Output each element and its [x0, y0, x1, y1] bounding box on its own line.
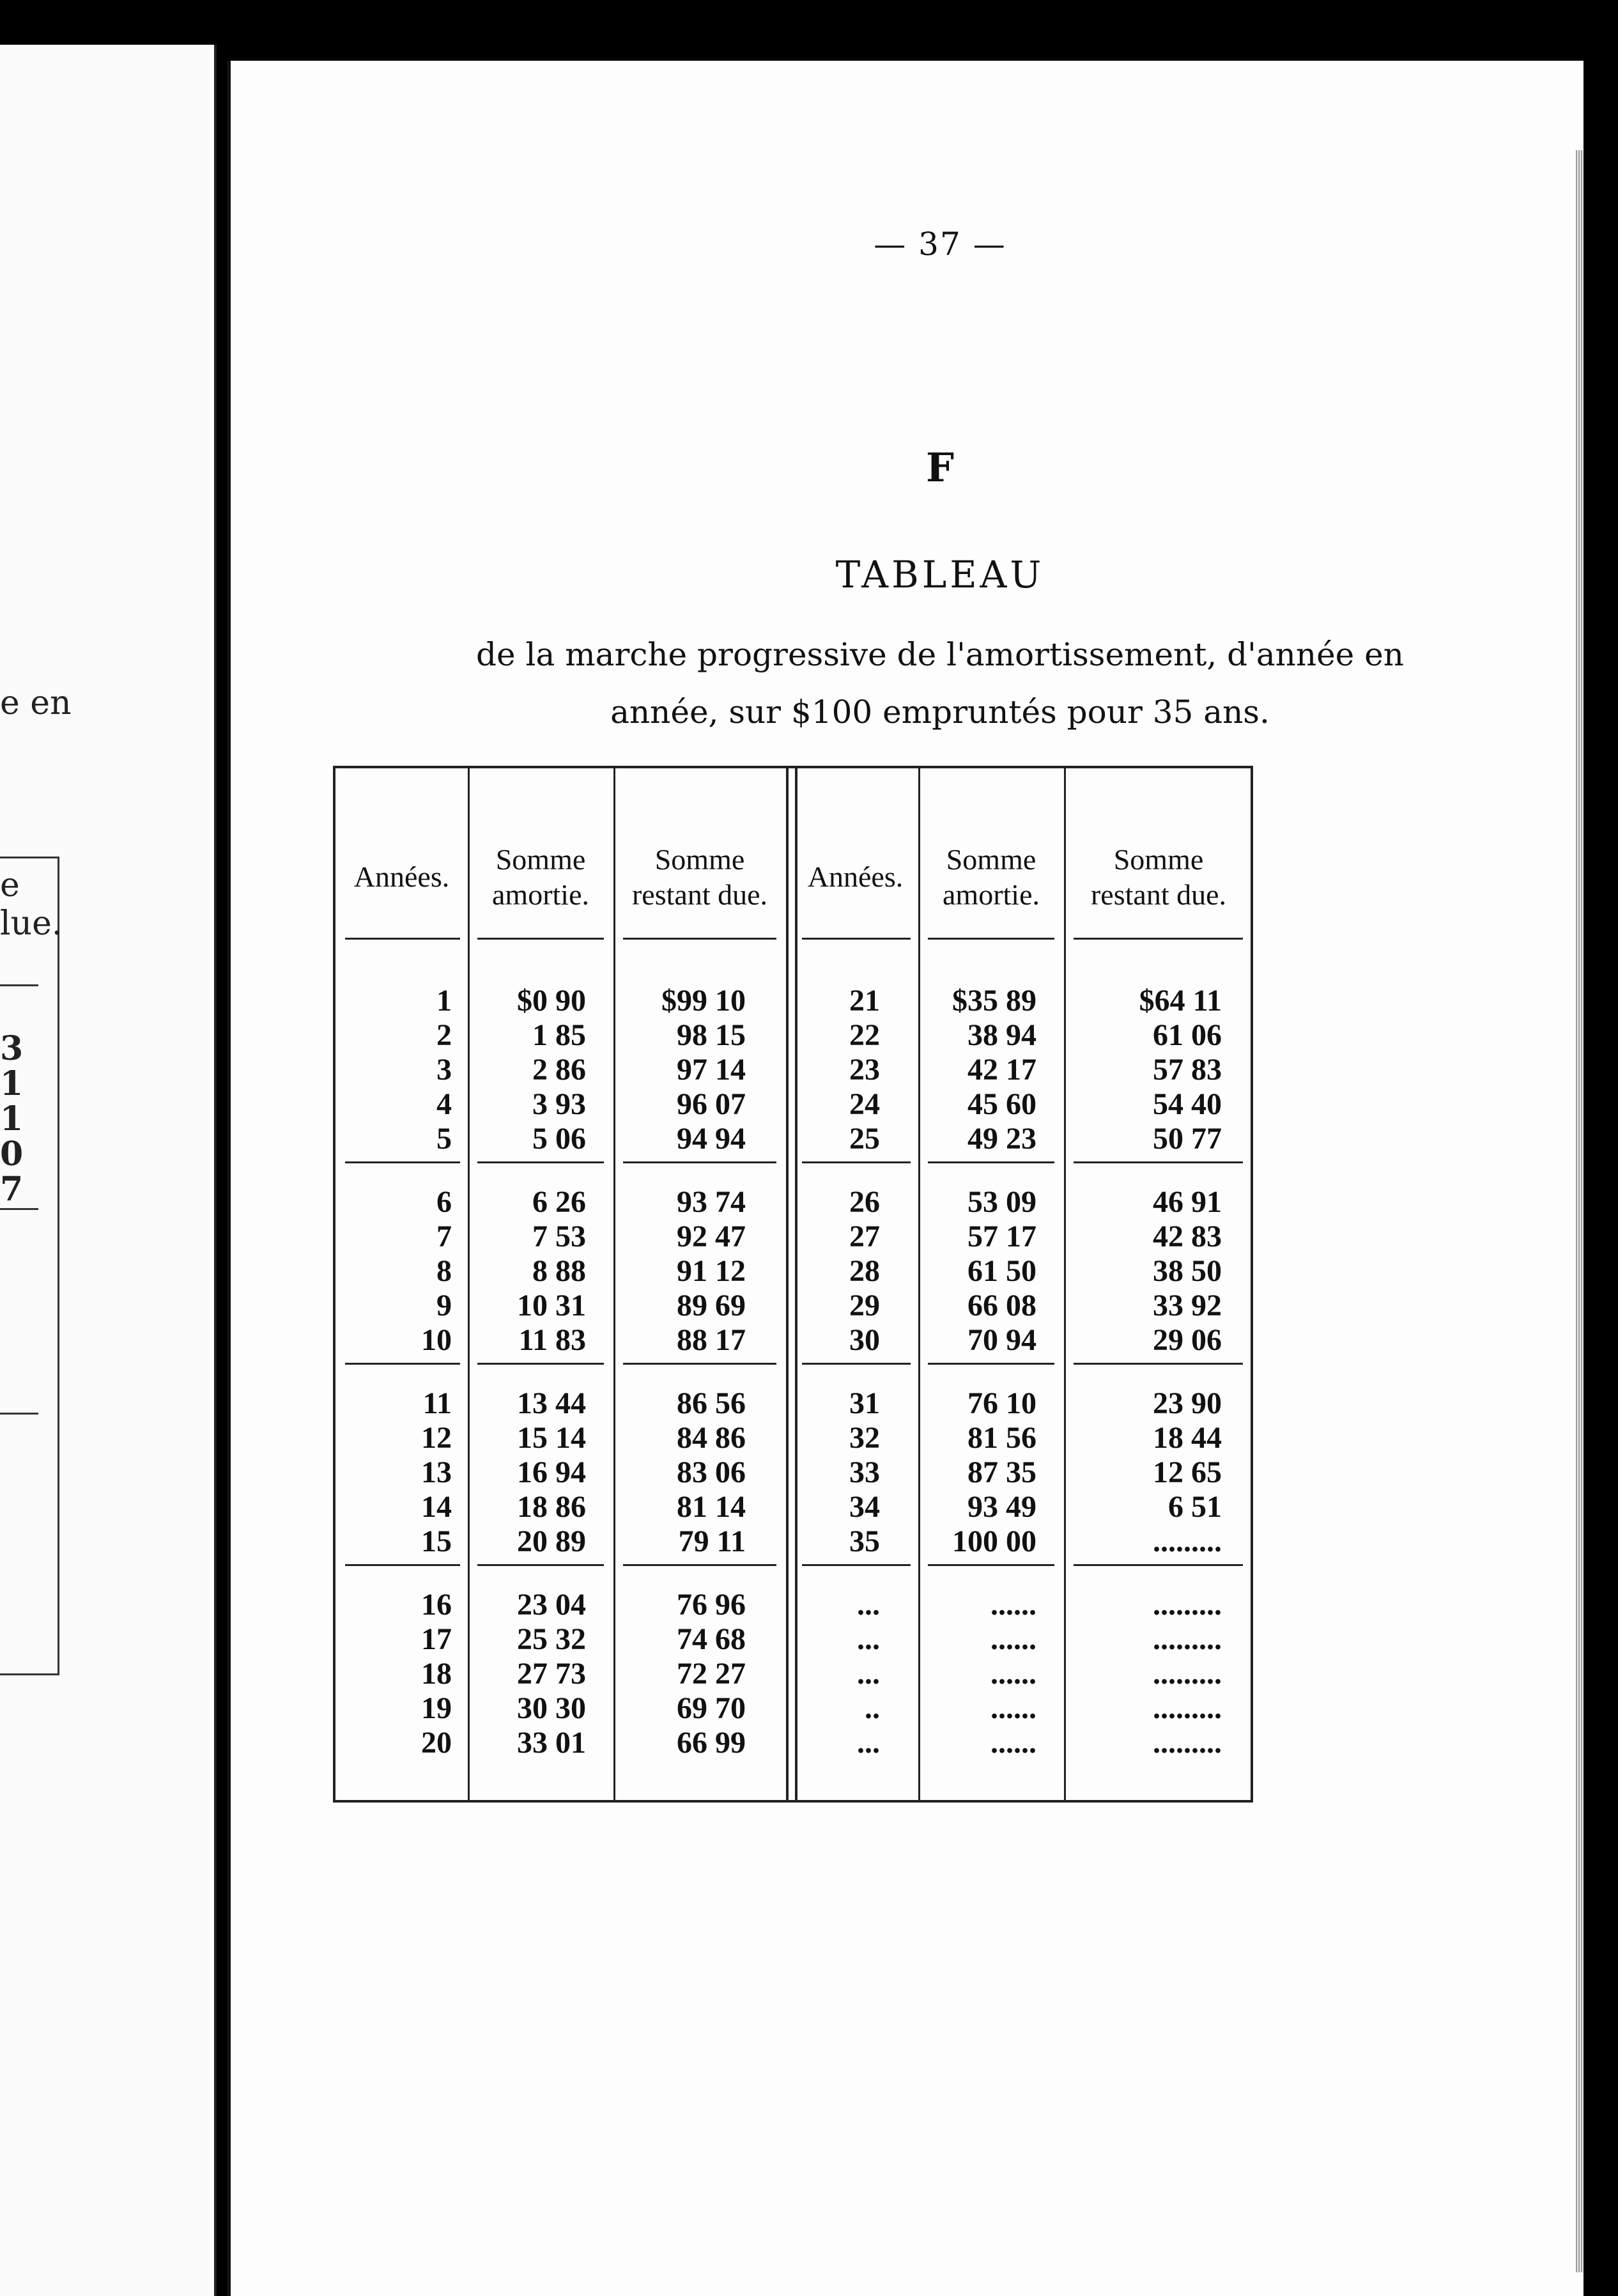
table-cell: 6 51 [1168, 1490, 1222, 1524]
group-rule [623, 1564, 776, 1566]
table-cell: 61 50 [967, 1254, 1036, 1288]
table-cell: 14 [421, 1490, 452, 1524]
table-cell: 25 32 [517, 1622, 586, 1656]
prev-fragment: 0 [0, 1135, 24, 1174]
table-cell: 9 [436, 1289, 452, 1323]
table-cell: 25 [849, 1122, 880, 1156]
table-cell: 94 94 [677, 1122, 746, 1156]
table-cell: 45 60 [967, 1087, 1036, 1121]
group-rule [802, 938, 911, 940]
table-cell: 12 65 [1153, 1455, 1222, 1489]
table-cell: 11 [422, 1386, 452, 1420]
table-cell: 12 [421, 1421, 452, 1455]
table-cell: 2 86 [532, 1053, 586, 1087]
table-cell: 50 77 [1153, 1122, 1222, 1156]
prev-fragment: e en [0, 684, 72, 722]
table-cell: 8 [436, 1254, 452, 1288]
table-cell: 86 56 [677, 1386, 746, 1420]
table-subtitle: année, sur $100 empruntés pour 35 ans. [610, 694, 1270, 731]
header-text: restant due. [631, 878, 768, 911]
table-cell: 69 70 [677, 1691, 746, 1725]
table-cell: 27 73 [517, 1657, 586, 1691]
table-cell: 24 [849, 1087, 880, 1121]
table-cell: 38 94 [967, 1018, 1036, 1052]
table-cell: 20 89 [517, 1524, 586, 1558]
table-cell: 6 26 [532, 1185, 586, 1219]
prev-fragment: 1 [0, 1064, 24, 1103]
table-cell: 46 91 [1153, 1185, 1222, 1219]
table-cell: 91 12 [677, 1254, 746, 1288]
group-rule [345, 1363, 460, 1365]
group-rule [928, 1161, 1054, 1163]
group-rule [345, 938, 460, 940]
header-somme-amortie [468, 826, 613, 928]
table-cell: 100 00 [952, 1524, 1036, 1558]
table-cell: 97 14 [677, 1053, 746, 1087]
table-cell: 96 07 [677, 1087, 746, 1121]
table-title: TABLEAU [835, 553, 1045, 596]
header-text: Somme [946, 842, 1036, 876]
table-cell: 38 50 [1153, 1254, 1222, 1288]
table-cell: 89 69 [677, 1289, 746, 1323]
table-cell: 15 [421, 1524, 452, 1558]
table-cell: 18 [421, 1657, 452, 1691]
table-cell: $0 90 [517, 984, 586, 1018]
table-cell: 23 90 [1153, 1386, 1222, 1420]
table-cell: 5 [436, 1122, 452, 1156]
table-cell: 87 35 [967, 1455, 1036, 1489]
table-cell: 22 [849, 1018, 880, 1052]
table-cell: 3 [436, 1053, 452, 1087]
group-rule [345, 1564, 460, 1566]
table-cell: ... [857, 1657, 880, 1691]
table-cell: 16 94 [517, 1455, 586, 1489]
table-cell: 98 15 [677, 1018, 746, 1052]
prev-fragment: 3 [0, 1029, 24, 1068]
group-rule [477, 938, 604, 940]
group-rule [1074, 938, 1243, 940]
header-text: Années. [807, 860, 904, 894]
group-rule [477, 1161, 604, 1163]
prev-fragment: e [0, 866, 20, 904]
table-cell: 31 [849, 1386, 880, 1420]
table-cell: ......... [1153, 1691, 1222, 1725]
previous-page [0, 45, 217, 2296]
table-cell: 66 08 [967, 1289, 1036, 1323]
group-rule [802, 1161, 911, 1163]
page-number: — 37 — [874, 226, 1006, 263]
group-rule [928, 1363, 1054, 1365]
table-cell: $99 10 [661, 984, 746, 1018]
table-cell: 10 [421, 1323, 452, 1357]
table-cell: 74 68 [677, 1622, 746, 1656]
table-cell: 34 [849, 1490, 880, 1524]
prev-rule [0, 1413, 38, 1415]
table-cell: 72 27 [677, 1657, 746, 1691]
table-cell: ......... [1153, 1657, 1222, 1691]
table-cell: 2 [436, 1018, 452, 1052]
table-cell: 53 09 [967, 1185, 1036, 1219]
group-rule [1074, 1363, 1243, 1365]
group-rule [623, 1161, 776, 1163]
table-cell: 6 [436, 1185, 452, 1219]
table-cell: 30 [849, 1323, 880, 1357]
table-cell: 19 [421, 1691, 452, 1725]
table-cell: 76 10 [967, 1386, 1036, 1420]
table-cell: 93 49 [967, 1490, 1036, 1524]
table-cell: ...... [990, 1691, 1036, 1725]
group-rule [1074, 1161, 1243, 1163]
table-cell: 20 [421, 1726, 452, 1760]
group-rule [477, 1564, 604, 1566]
table-cell: 18 44 [1153, 1421, 1222, 1455]
table-cell: 81 56 [967, 1421, 1036, 1455]
table-cell: ......... [1153, 1588, 1222, 1622]
page-edge [1576, 150, 1583, 2272]
group-rule [802, 1564, 911, 1566]
table-cell: ...... [990, 1726, 1036, 1760]
header-text: Somme [1113, 842, 1204, 876]
header-text: Somme [654, 842, 745, 876]
table-cell: 29 [849, 1289, 880, 1323]
table-cell: 23 [849, 1053, 880, 1087]
table-cell: 26 [849, 1185, 880, 1219]
table-cell: ......... [1153, 1524, 1222, 1558]
table-cell: 4 [436, 1087, 452, 1121]
table-cell: 93 74 [677, 1185, 746, 1219]
table-cell: 16 [421, 1588, 452, 1622]
table-cell: 3 93 [532, 1087, 586, 1121]
table-cell: 13 44 [517, 1386, 586, 1420]
book-page [227, 61, 1583, 2296]
table-cell: ......... [1153, 1622, 1222, 1656]
table-cell: 17 [421, 1622, 452, 1656]
group-rule [623, 1363, 776, 1365]
header-somme-amortie [918, 826, 1064, 928]
table-cell: $35 89 [952, 984, 1036, 1018]
table-cell: 76 96 [677, 1588, 746, 1622]
table-cell: 57 83 [1153, 1053, 1222, 1087]
table-cell: 33 92 [1153, 1289, 1222, 1323]
group-rule [477, 1363, 604, 1365]
table-cell: 33 [849, 1455, 880, 1489]
prev-fragment: 1 [0, 1099, 24, 1138]
table-cell: 79 11 [678, 1524, 746, 1558]
group-rule [928, 1564, 1054, 1566]
table-cell: ......... [1153, 1726, 1222, 1760]
header-annees [792, 826, 918, 928]
table-cell: .. [865, 1691, 880, 1725]
table-cell: 88 17 [677, 1323, 746, 1357]
table-cell: 28 [849, 1254, 880, 1288]
table-cell: 92 47 [677, 1220, 746, 1253]
header-text: Somme [495, 842, 586, 876]
table-cell: 33 01 [517, 1726, 586, 1760]
table-cell: 7 53 [532, 1220, 586, 1253]
prev-fragment: 7 [0, 1170, 24, 1209]
table-cell: 27 [849, 1220, 880, 1253]
table-cell: 70 94 [967, 1323, 1036, 1357]
table-cell: 61 06 [1153, 1018, 1222, 1052]
header-somme-restant-due [613, 826, 786, 928]
table-cell: 84 86 [677, 1421, 746, 1455]
header-text: amortie. [492, 878, 589, 911]
prev-rule [0, 984, 38, 986]
table-cell: 11 83 [518, 1323, 586, 1357]
table-cell: ... [857, 1588, 880, 1622]
table-cell: 30 30 [517, 1691, 586, 1725]
table-cell: 18 86 [517, 1490, 586, 1524]
table-cell: 1 [436, 984, 452, 1018]
header-text: Années. [353, 860, 450, 894]
table-cell: ... [857, 1622, 880, 1656]
table-cell: 83 06 [677, 1455, 746, 1489]
group-rule [802, 1363, 911, 1365]
table-cell: 7 [436, 1220, 452, 1253]
table-cell: ...... [990, 1588, 1036, 1622]
header-text: restant due. [1090, 878, 1227, 911]
table-cell: ... [857, 1726, 880, 1760]
table-cell: 1 85 [532, 1018, 586, 1052]
group-rule [623, 938, 776, 940]
table-cell: 10 31 [517, 1289, 586, 1323]
table-cell: $64 11 [1139, 984, 1222, 1018]
table-cell: 8 88 [532, 1254, 586, 1288]
table-cell: 21 [849, 984, 880, 1018]
group-rule [1074, 1564, 1243, 1566]
table-subtitle: de la marche progressive de l'amortissement, d'année en [476, 636, 1404, 673]
table-cell: 42 17 [967, 1053, 1036, 1087]
header-text: amortie. [943, 878, 1040, 911]
table-cell: 81 14 [677, 1490, 746, 1524]
group-rule [345, 1161, 460, 1163]
table-cell: ...... [990, 1657, 1036, 1691]
header-annees [335, 826, 468, 928]
header-somme-restant-due [1064, 826, 1253, 928]
table-cell: 57 17 [967, 1220, 1036, 1253]
table-cell: 66 99 [677, 1726, 746, 1760]
table-cell: 54 40 [1153, 1087, 1222, 1121]
table-cell: 15 14 [517, 1421, 586, 1455]
table-cell: 42 83 [1153, 1220, 1222, 1253]
table-cell: 5 06 [532, 1122, 586, 1156]
amortization-table [333, 766, 1253, 1803]
group-rule [928, 938, 1054, 940]
table-cell: 32 [849, 1421, 880, 1455]
table-cell: 23 04 [517, 1588, 586, 1622]
table-cell: 35 [849, 1524, 880, 1558]
table-cell: 29 06 [1153, 1323, 1222, 1357]
table-cell: 13 [421, 1455, 452, 1489]
prev-table-edge [0, 857, 59, 1675]
appendix-letter: F [925, 444, 955, 491]
table-cell: 49 23 [967, 1122, 1036, 1156]
table-cell: ...... [990, 1622, 1036, 1656]
prev-fragment: lue. [0, 904, 63, 943]
